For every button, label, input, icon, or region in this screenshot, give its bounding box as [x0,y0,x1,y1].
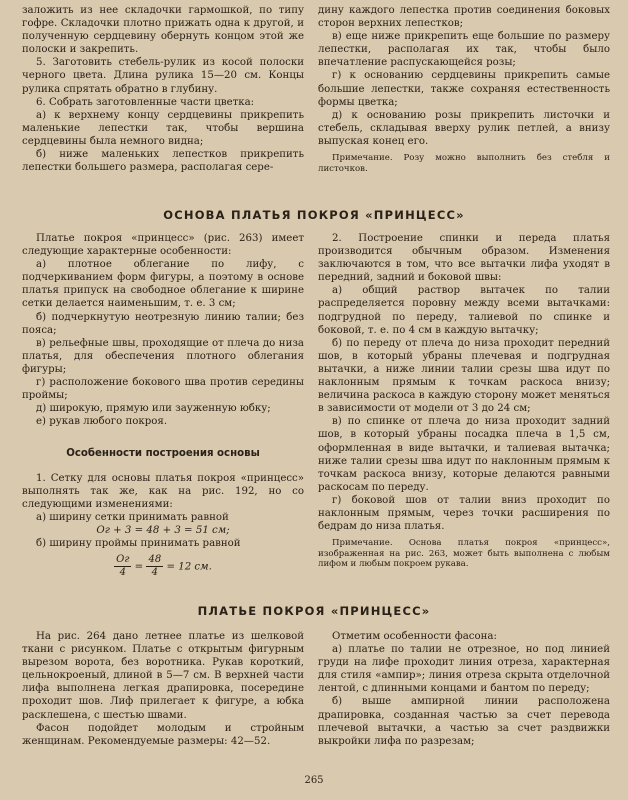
paragraph: г) к основанию сердцевины прикрепить самые большие лепестки, также сохраняя естественность формы цветка; [318,70,610,108]
numerator: 48 [148,553,162,565]
fraction [146,554,163,579]
paragraph: б) выше ампирной линии расположена драпировка, созданная частью за счет перевода плечевой вытачки, а частью за счет раздвижки выкройки лифа по разрезам; [318,696,610,747]
denominator: 4 [151,566,159,578]
paragraph: заложить из нее складочки гармошкой, по типу гофре. Складочки плотно прижать одна к другой, и полученную сердцевину обернуть концом этой же полоски и закрепить. [22,5,304,56]
paragraph: д) широкую, прямую или зауженную юбку; [36,403,271,415]
paragraph: 6. Собрать заготовленные части цветка: [36,96,255,108]
subheading-construction: Особенности построения основы [66,448,260,459]
paragraph: Платье покроя «принцесс» (рис. 263) имеет следующие характерные особенности: [22,233,304,258]
paragraph: г) боковой шов от талии вниз проходит по наклонным прямым, через точки расширения по бедрам до низа платья. [318,494,610,533]
formula-armhole-width [22,554,304,579]
section-heading-base: ОСНОВА ПЛАТЬЯ ПОКРОЯ «ПРИНЦЕСС» [163,208,465,222]
paragraph: в) еще ниже прикрепить еще большие по размеру лепестки, располагая их так, чтобы было впечатление распускающейся розы; [318,31,610,69]
paragraph: б) подчеркнутую неотрезную линию талии; без пояса; [22,311,304,336]
paragraph: г) расположение бокового шва против середины проймы; [22,377,304,402]
paragraph: 5. Заготовить стебель-рулик из косой полоски черного цвета. Длина рулика 15—20 см. Концы рулика спрятать обратно в глубину. [22,57,304,95]
mid-right-column [318,232,610,570]
paragraph: а) общий раствор вытачек по талии распределяется поровну между всеми вытачками: подгрудной по переду, талиевой по спинке и боковой, т. е. по 4 см в каждую вытачку; [318,285,610,336]
formula-grid-width: Ог + 3 = 48 + 3 = 51 см; [96,525,230,537]
page-number: 265 [304,775,324,786]
paragraph: д) к основанию розы прикрепить листочки и стебель, складывая вверху рулик петлей, а внизу выпуская конец его. [318,109,610,147]
paragraph: а) к верхнему концу сердцевины прикрепить маленькие лепестки так, чтобы вершина сердцевины была немного видна; [22,109,304,147]
denominator: 4 [119,566,126,578]
paragraph: в) по спинке от плеча до низа проходит задний шов, в который убраны посадка плеча в 1,5 см, оформленная в виде вытачки, и талиевая вытачка; ниже талии срезы шва идут по наклонным прямым к точкам раскоса внизу, которые делаются равными раскосам по переду. [318,416,610,493]
equals-sign: = [134,561,144,573]
paragraph: б) ширину проймы принимать равной [36,538,241,550]
mid-left-column [22,232,304,428]
formula-result: = 12 см. [166,561,212,573]
paragraph: 1. Сетку для основы платья покроя «принцесс» выполнять так же, как на рис. 192, но со следующими изменениями: [22,473,304,511]
top-left-column [22,4,304,174]
paragraph: Фасон подойдет молодым и стройным женщинам. Рекомендуемые размеры: 42—52. [22,722,304,747]
section-heading-dress: ПЛАТЬЕ ПОКРОЯ «ПРИНЦЕСС» [197,604,431,618]
paragraph: б) ниже маленьких лепестков прикрепить лепестки большего размера, располагая сере- [22,149,304,174]
top-right-column [318,4,610,174]
bottom-left-column [22,630,304,748]
paragraph: а) ширину сетки принимать равной [36,512,229,524]
paragraph: 2. Построение спинки и переда платья производится обычным образом. Изменения заключаются в том, что все вытачки лифа уходят в передний, задний и боковой швы: [318,233,610,284]
fraction [114,554,131,579]
paragraph: а) платье по талии не отрезное, но под линией груди на лифе проходит линия отреза, характерная для стиля «ампир»; линия отреза скрыта отделочной лентой, с длинными концами и бантом по переду; [318,644,610,695]
paragraph: е) рукав любого покроя. [36,416,168,428]
numerator: Ог [116,553,130,565]
paragraph: б) по переду от плеча до низа проходит передний шов, в который убраны плечевая и подгрудная вытачки, а ниже линии талии срезы шва идут по наклонным прямым к точкам раскоса внизу; величина раскоса в каждую сторону может меняться в зависимости от модели от 3 до 24 см; [318,337,610,415]
paragraph: Отметим особенности фасона: [332,631,497,642]
paragraph: дину каждого лепестка против соединения боковых сторон верхних лепестков; [318,5,610,30]
note: Примечание. Основа платья покроя «принцесс», изображенная на рис. 263, может быть выполнена с любым лифом и любым покроем рукава. [318,538,610,570]
paragraph: На рис. 264 дано летнее платье из шелковой ткани с рисунком. Платье с открытым фигурным вырезом ворота, без воротника. Рукав короткий, цельнокроеный, длиной в 5—7 см. В верхней части лифа выполнена легкая драпировка, посередине проходит шов. Лиф прилегает к фигуре, а юбка расклешена, с шестью швами. [22,631,304,721]
paragraph: в) рельефные швы, проходящие от плеча до низа платья, для обеспечения плотного облегания фигуры; [22,337,304,375]
construction-column [22,472,304,581]
note: Примечание. Розу можно выполнить без стебля и листочков. [318,153,610,174]
paragraph: а) плотное облегание по лифу, с подчеркиванием форм фигуры, а поэтому в основе платья припуск на свободное облегание к ширине сетки делается наименьшим, т. е. 3 см; [22,259,304,310]
bottom-right-column [318,630,610,748]
